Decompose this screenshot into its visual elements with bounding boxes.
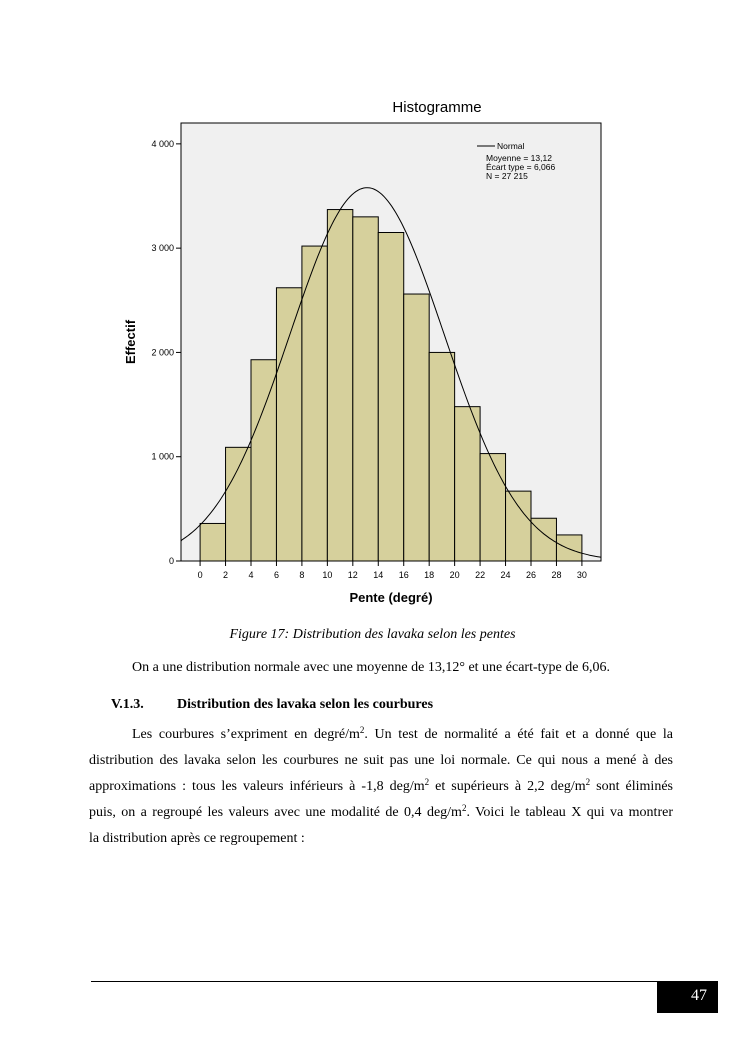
histogram-bar [302,246,327,561]
y-tick-label: 2 000 [151,347,174,358]
paragraph-1: On a une distribution normale avec une moyenne de 13,12° et une écart-type de 6,06. [132,660,610,675]
histogram-bar [506,491,531,561]
histogram-bar [200,523,225,561]
x-tick-label: 24 [500,570,511,580]
chart-title: Histogramme [392,99,482,116]
histogram-bar [404,294,429,561]
y-tick-label: 0 [168,556,174,566]
histogram-bar [556,535,581,561]
histogram-bar [353,217,378,561]
y-tick-label: 4 000 [151,138,174,149]
legend-sd: Écart type = 6,066 [486,162,556,172]
x-tick-label: 28 [551,570,562,580]
paragraph-2 [89,722,673,852]
section-number: V.1.3. [111,697,144,712]
histogram-chart [110,92,610,612]
x-tick-label: 10 [322,570,333,580]
footer-rule [91,981,658,982]
paragraph-2-line: la distribution après ce regroupement : [89,831,305,846]
paragraph-2-line: distribution des lavaka selon les courbures ne suit pas une loi normale. Ce qui nous a mené à des [89,753,673,768]
histogram-bar [251,360,276,561]
legend-mean: Moyenne = 13,12 [486,153,552,163]
x-tick-label: 18 [424,570,435,580]
legend-n: N = 27 215 [486,171,528,181]
histogram-bar [455,407,480,561]
histogram-bar [276,288,301,561]
x-tick-label: 30 [576,570,587,580]
paragraph-2-line: approximations : tous les valeurs inférieurs à -1,8 deg/$m^2$ et supérieurs à 2,2 deg/$m^2$ sont éliminés [89,777,673,794]
histogram-bar [429,352,454,561]
paragraph-2-line: Les courbures s’expriment en degré/$m^2$. Un test de normalité a été fait et a donné que la [132,725,673,742]
x-tick-label: 16 [398,570,409,580]
y-axis-label: Effectif [123,319,138,365]
paragraph-2-line: puis, on a regroupé les valeurs avec une modalité de 0,4 deg/$m^2$. Voici le tableau X qui va montrer [89,803,673,820]
page-number: 47 [657,981,718,1013]
section-title: Distribution des lavaka selon les courbures [177,697,434,712]
histogram-bar [378,233,403,562]
figure-caption: Figure 17: Distribution des lavaka selon les pentes [229,627,516,642]
histogram-bar [327,210,352,561]
x-tick-label: 2 [223,570,229,580]
x-tick-label: 20 [449,570,460,580]
x-tick-label: 8 [299,570,305,580]
y-tick-label: 1 000 [151,451,174,462]
y-tick-label: 3 000 [151,243,174,254]
x-tick-label: 6 [273,570,279,580]
x-tick-label: 14 [373,570,384,580]
x-tick-label: 22 [475,570,486,580]
x-tick-label: 26 [525,570,537,580]
x-tick-label: 0 [197,570,203,580]
x-tick-label: 12 [347,570,358,580]
histogram-bar [480,454,505,561]
legend-series: Normal [497,141,525,151]
histogram-bar [226,447,251,561]
x-axis-label: Pente (degré) [349,590,433,605]
x-tick-label: 4 [248,570,254,580]
